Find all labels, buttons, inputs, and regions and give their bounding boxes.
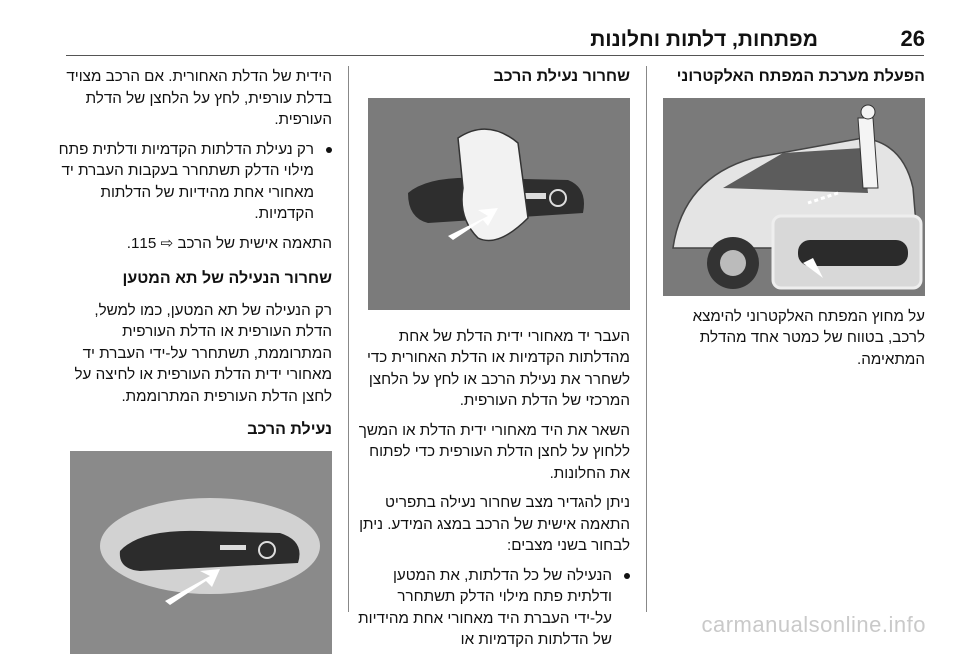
header-rule bbox=[66, 55, 924, 56]
section-heading-unlock-load-compartment: שחרור הנעילה של תא המטען bbox=[122, 270, 332, 287]
column-middle bbox=[357, 66, 630, 659]
column-left bbox=[54, 66, 332, 654]
column-divider-left bbox=[348, 66, 349, 612]
unlock-paragraph-2: השאר את היד מאחורי ידית הדלת או המשך ללחוץ על לחצן הדלת העורפית כדי לפתוח את החלונות. bbox=[358, 421, 630, 482]
watermark: carmanualsonline.info bbox=[701, 612, 926, 637]
load-compartment-paragraph: רק הנעילה של תא המטען, כמו למשל, הדלת העורפית או הדלת העורפית המתרוממת, תשתחרר על-ידי העברת יד מאחורי ידית הדלת העורפית או לחיצה על לחצן הדלת העורפית המתרוממת. bbox=[74, 301, 332, 405]
unlock-paragraph-1: העבר יד מאחורי ידית הדלת של אחת מהדלתות הקדמיות או הדלת האחורית כדי לשחרר את נעילת הרכב או לחץ על הלחצן המרכזי של הדלת העורפית. bbox=[366, 327, 630, 409]
unlock-mode-bullet-1: הנעילה של כל הדלתות, את המטען ודלתית פתח מילוי הדלק תשתחרר על-ידי העברת היד מאחורי אחת מהידיות של הדלתות הקדמיות או bbox=[357, 565, 630, 651]
page-title: מפתחות, דלתות וחלונות bbox=[590, 28, 818, 51]
door-handle-lock-illustration bbox=[70, 451, 332, 654]
section-heading-lock-vehicle: נעילת הרכב bbox=[247, 421, 332, 438]
car-illustration bbox=[663, 98, 925, 296]
illustration-car-key-approach bbox=[663, 98, 925, 296]
illustration-lock-handle bbox=[70, 451, 332, 654]
unlock-paragraph-3: ניתן להגדיר מצב שחרור נעילה בתפריט התאמה אישית של הרכב במצג המידע. ניתן לבחור בשני מצבים: bbox=[359, 494, 630, 554]
section-heading-electronic-key: הפעלת מערכת המפתח האלקטרוני bbox=[676, 68, 925, 85]
page-number: 26 bbox=[900, 26, 925, 51]
column-divider-right bbox=[646, 66, 647, 612]
illustration-hand-behind-handle bbox=[368, 98, 630, 310]
electronic-key-paragraph: על מחוץ המפתח האלקטרוני להימצא לרכב, בטווח של כמטר אחד מהדלת המתאימה. bbox=[692, 307, 925, 368]
personalization-crossref: התאמה אישית של הרכב ⇨ 115. bbox=[126, 234, 332, 252]
section-heading-unlock-vehicle: שחרור נעילת הרכב bbox=[493, 68, 630, 85]
rear-door-paragraph: הידית של הדלת האחורית. אם הרכב מצויד בדלת עורפית, לחץ על הלחצן של הדלת העורפית. bbox=[66, 68, 332, 128]
door-handle-hand-illustration bbox=[368, 98, 630, 310]
column-right bbox=[652, 66, 925, 378]
unlock-mode-bullet-2: רק נעילת הדלתות הקדמיות ודלתית פתח מילוי הדלק תשתחרר בעקבות העברת יד מאחורי אחת מהידיות של הדלתות הקדמיות. bbox=[54, 139, 332, 225]
